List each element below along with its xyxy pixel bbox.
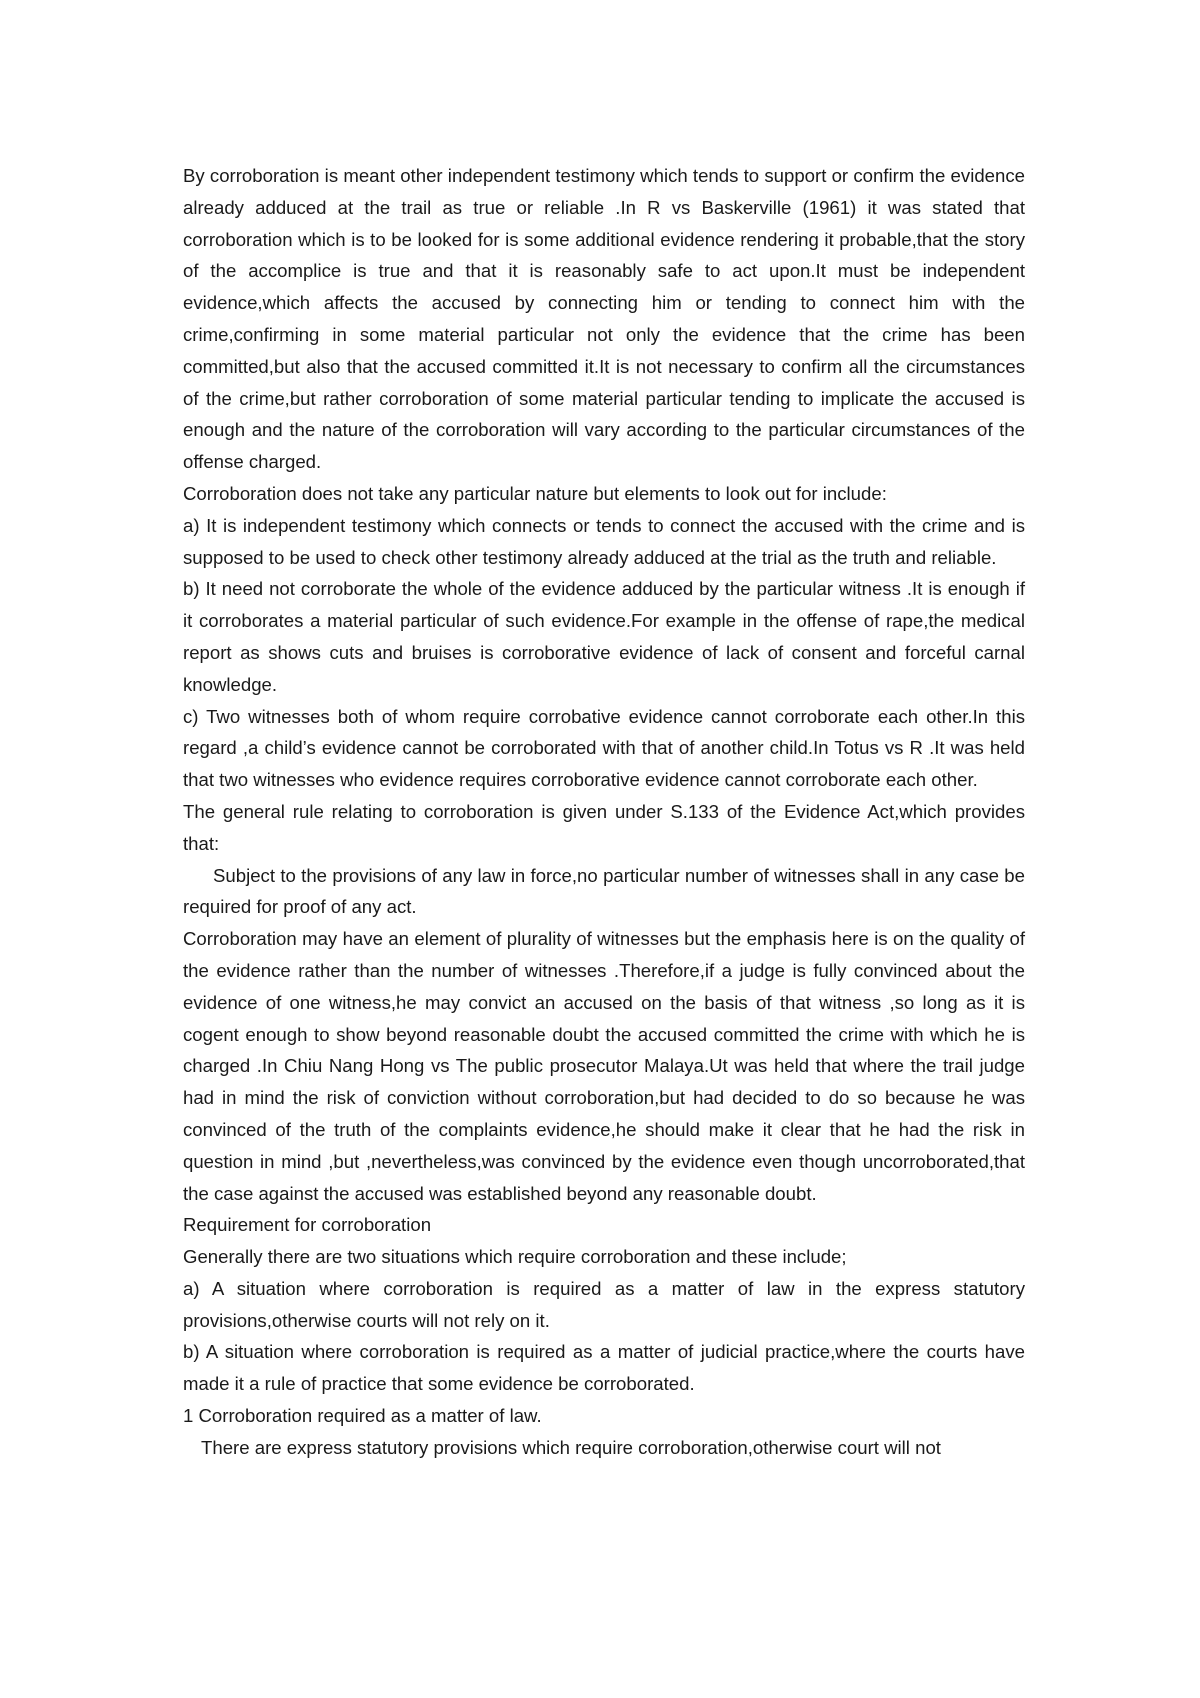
document-body	[183, 160, 1025, 1464]
paragraph-statute-quote: Subject to the provisions of any law in force,no particular number of witnesses shall in any case be required for proof of any act.	[183, 864, 1025, 918]
list-item-b-judicial-practice: b) A situation where corroboration is required as a matter of judicial practice,where the courts have made it a rule of practice that some evidence be corroborated.	[183, 1341, 1025, 1395]
paragraph-definition: By corroboration is meant other independent testimony which tends to support or confirm the evidence already adduced at the trail as true or reliable .In R vs Baskerville (1961) it was stated that corroboration which is to be looked for is some additional evidence rendering it probable,that the story of the accomplice is true and that it is reasonably safe to act upon.It must be independent evidence,which affects the accused by connecting him or tending to connect him with the crime,confirming in some material particular not only the evidence that the crime has been committed,but also that the accused committed it.It is not necessary to confirm all the circumstances of the crime,but rather corroboration of some material particular tending to implicate the accused is enough and the nature of the corroboration will vary according to the particular circumstances of the offense charged.	[183, 165, 1025, 473]
paragraph-plurality: Corroboration may have an element of plurality of witnesses but the emphasis here is on the quality of the evidence rather than the number of witnesses .Therefore,if a judge is fully convinced about the evidence of one witness,he may convict an accused on the basis of that witness ,so long as it is cogent enough to show beyond reasonable doubt the accused committed the crime with which he is charged .In Chiu Nang Hong vs The public prosecutor Malaya.Ut was held that where the trail judge had in mind the risk of conviction without corroboration,but had decided to do so because he was convinced of the truth of the complaints evidence,he should make it clear that he had the risk in question in mind ,but ,nevertheless,was convinced by the evidence even though uncorroborated,that the case against the accused was established beyond any reasonable doubt.	[183, 928, 1025, 1204]
paragraph-elements-intro: Corroboration does not take any particular nature but elements to look out for include:	[183, 482, 887, 504]
list-item-c-two-witnesses: c) Two witnesses both of whom require corrobative evidence cannot corroborate each other.In this regard ,a child’s evidence cannot be corroborated with that of another child.In Totus vs R .It was held that two witnesses who evidence requires corroborative evidence cannot corroborate each other.	[183, 705, 1025, 791]
list-item-b-material-particular: b) It need not corroborate the whole of the evidence adduced by the particular witness .It is enough if it corroborates a material particular of such evidence.For example in the offense of rape,the medical report as shows cuts and bruises is corroborative evidence of lack of consent and forceful carnal knowledge.	[183, 578, 1025, 695]
list-item-a-matter-of-law: a) A situation where corroboration is required as a matter of law in the express statutory provisions,otherwise courts will not rely on it.	[183, 1277, 1025, 1331]
list-item-a-independent-testimony: a) It is independent testimony which connects or tends to connect the accused with the crime and is supposed to be used to check other testimony already adduced at the trial as the truth and reliable.	[183, 514, 1025, 568]
subheading-matter-of-law: 1 Corroboration required as a matter of law.	[183, 1405, 542, 1427]
section-heading-requirement: Requirement for corroboration	[183, 1214, 432, 1236]
paragraph-two-situations: Generally there are two situations which require corroboration and these include;	[183, 1246, 847, 1268]
paragraph-general-rule: The general rule relating to corroboration is given under S.133 of the Evidence Act,which provides that:	[183, 800, 1025, 854]
paragraph-statutory-provisions: There are express statutory provisions which require corroboration,otherwise court will not	[201, 1436, 941, 1458]
